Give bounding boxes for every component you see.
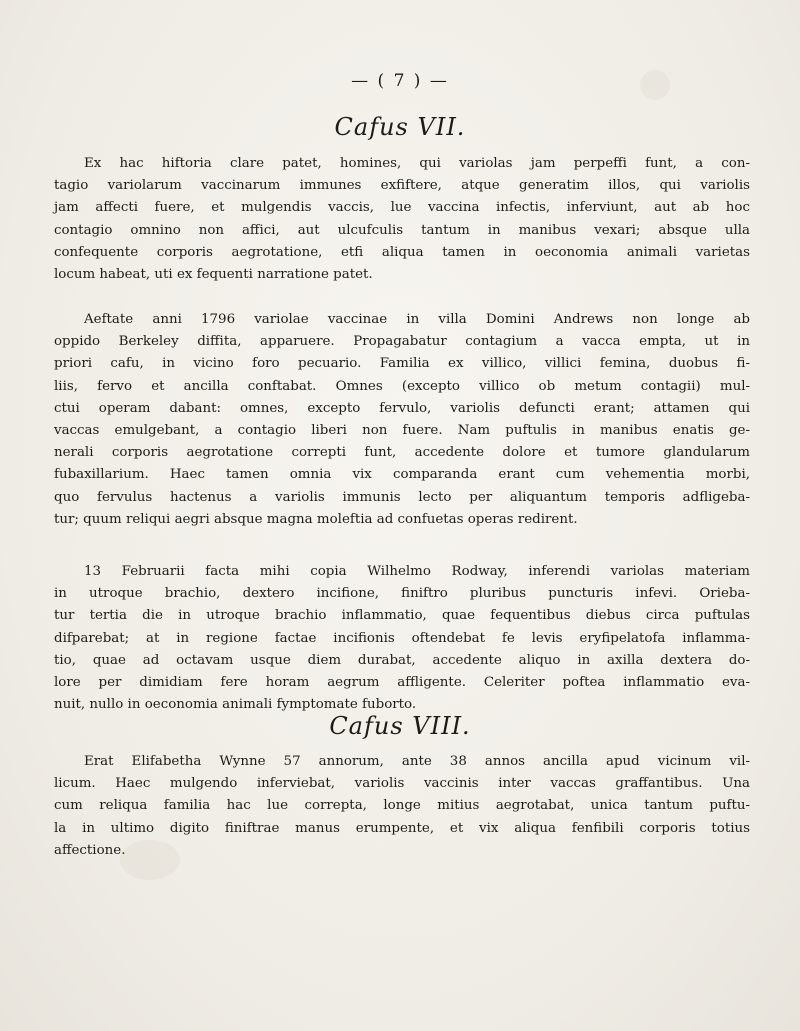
text-line: nuit, nullo in oeconomia animali fymptomate fuborto. (54, 697, 417, 713)
text-line: liis, fervo et ancilla conftabat. Omnes (excepto villico ob metum contagii) mul- (54, 378, 750, 394)
text-line: tur tertia die in utroque brachio inflammatio, quae fequentibus diebus circa puftulas (54, 608, 750, 624)
case-title-vii: Cafus VII. (334, 113, 466, 141)
text-line: fubaxillarium. Haec tamen omnia vix comparanda erant cum vehementia morbi, (54, 467, 750, 483)
text-line: tagio variolarum vaccinarum immunes exfiftere, atque generatim illos, qui variolis (54, 178, 750, 194)
paragraph-case-vii-1 (54, 153, 750, 286)
text-line: oppido Berkeley diffita, apparuere. Propagabatur contagium a vacca empta, ut in (54, 334, 750, 350)
text-line: tio, quae ad octavam usque diem durabat, accedente aliquo in axilla dextera do- (54, 652, 750, 668)
text-line: locum habeat, uti ex fequenti narratione patet. (54, 267, 373, 283)
case-title-viii: Cafus VIII. (329, 712, 471, 740)
text-line: affectione. (54, 842, 126, 858)
text-line: nerali corporis aegrotatione correpti funt, accedente dolore et tumore glandularum (54, 445, 750, 461)
text-line: licum. Haec mulgendo inferviebat, variolis vaccinis inter vaccas graffantibus. Una (54, 776, 750, 792)
page-number: — ( 7 ) — (351, 71, 449, 91)
text-line: vaccas emulgebant, a contagio liberi non fuere. Nam puftulis in manibus enatis ge- (54, 423, 750, 439)
text-line: ctui operam dabant: omnes, excepto fervulo, variolis defuncti erant; attamen qui (54, 400, 750, 416)
paragraph-case-vii-2 (54, 309, 750, 531)
text-line: quo fervulus hactenus a variolis immunis lecto per aliquantum temporis adfligeba- (54, 489, 750, 505)
text-line: 13 Februarii facta mihi copia Wilhelmo Rodway, inferendi variolas materiam (84, 564, 750, 579)
text-line: Erat Elifabetha Wynne 57 annorum, ante 38 annos ancilla apud vicinum vil- (84, 754, 750, 769)
text-line: lore per dimidiam fere horam aegrum affligente. Celeriter poftea inflammatio eva- (54, 675, 750, 691)
paragraph-case-viii-1 (54, 751, 750, 862)
text-line: contagio omnino non affici, aut ulcufculis tantum in manibus vexari; absque ulla (54, 222, 750, 238)
text-line: Aeftate anni 1796 variolae vaccinae in villa Domini Andrews non longe ab (84, 312, 750, 327)
text-line: confequente corporis aegrotatione, etfi aliqua tamen in oeconomia animali varietas (54, 244, 750, 260)
text-line: Ex hac hiftoria clare patet, homines, qui variolas jam perpeffi funt, a con- (84, 156, 750, 171)
text-line: cum reliqua familia hac lue correpta, longe mitius aegrotabat, unica tantum puftu- (54, 798, 750, 814)
text-line: jam affecti fuere, et mulgendis vaccis, lue vaccina infectis, inferviunt, aut ab hoc (54, 200, 750, 216)
paragraph-case-vii-3 (54, 561, 750, 716)
text-line: difparebat; at in regione factae incifionis oftendebat fe levis eryfipelatofa inflamma- (54, 630, 750, 646)
text-line: priori cafu, in vicino foro pecuario. Familia ex villico, villici femina, duobus fi- (54, 356, 750, 372)
text-line: tur; quum reliqui aegri absque magna moleftia ad confuetas operas redirent. (54, 511, 578, 527)
text-line: in utroque brachio, dextero incifione, finiftro pluribus puncturis infevi. Orieba- (54, 586, 750, 602)
text-line: la in ultimo digito finiftrae manus erumpente, et vix aliqua fenfibili corporis totius (54, 820, 750, 836)
